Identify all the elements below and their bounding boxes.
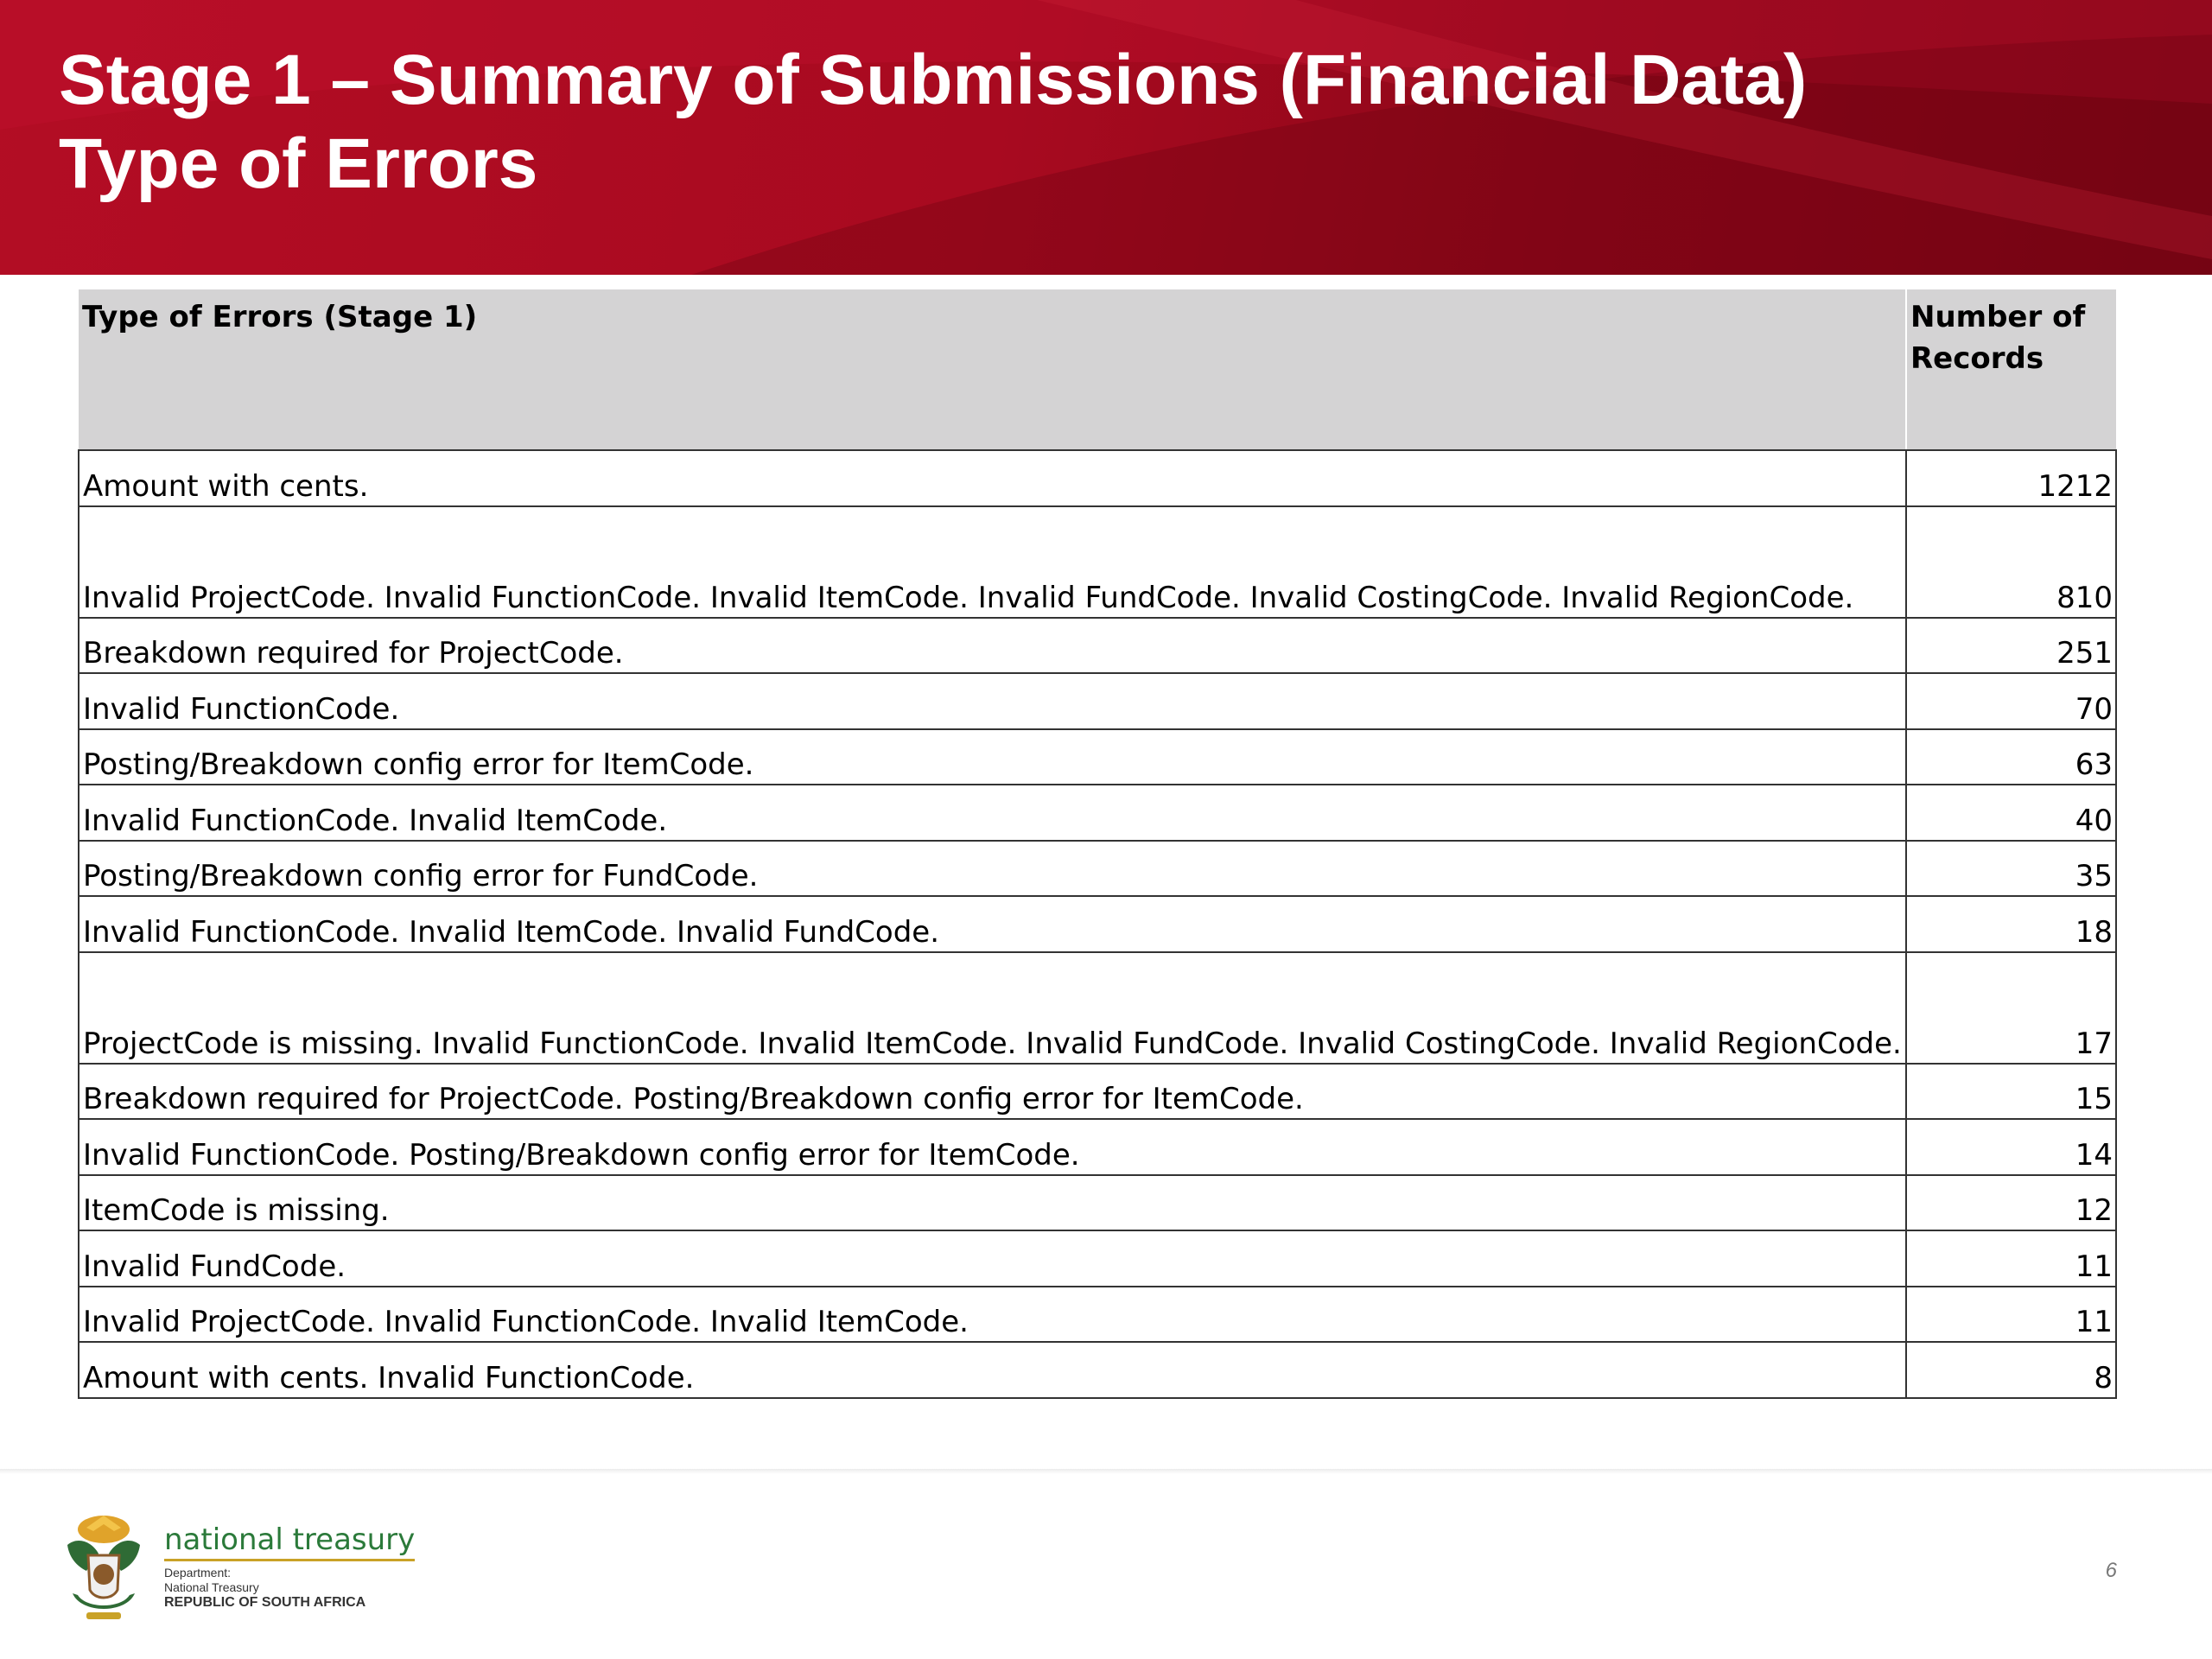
error-type-cell: Posting/Breakdown config error for ItemCode. <box>79 729 1906 785</box>
record-count-cell: 810 <box>1906 506 2116 618</box>
table-row <box>79 1175 2116 1231</box>
error-type-cell: Posting/Breakdown config error for FundCode. <box>79 841 1906 897</box>
error-type-cell: ItemCode is missing. <box>79 1175 1906 1231</box>
table-row <box>79 841 2116 897</box>
record-count-cell: 14 <box>1906 1119 2116 1175</box>
record-count-cell: 70 <box>1906 673 2116 729</box>
table-row <box>79 1342 2116 1398</box>
table-header-row <box>79 289 2116 450</box>
page-title <box>59 38 1807 206</box>
error-type-cell: Invalid FunctionCode. Posting/Breakdown config error for ItemCode. <box>79 1119 1906 1175</box>
title-banner <box>0 0 2212 275</box>
column-header-count-line-1: Number of <box>1910 300 2086 334</box>
errors-table <box>78 289 2117 1399</box>
brand-name: national treasury <box>164 1522 415 1561</box>
record-count-cell: 15 <box>1906 1064 2116 1120</box>
error-type-cell: Breakdown required for ProjectCode. <box>79 618 1906 674</box>
column-header-error-type: Type of Errors (Stage 1) <box>79 289 1906 450</box>
page-number: 6 <box>2105 1559 2117 1582</box>
error-type-cell: Invalid ProjectCode. Invalid FunctionCode. Invalid ItemCode. <box>79 1287 1906 1343</box>
record-count-cell: 35 <box>1906 841 2116 897</box>
record-count-cell: 8 <box>1906 1342 2116 1398</box>
record-count-cell: 11 <box>1906 1287 2116 1343</box>
error-type-cell: Amount with cents. <box>79 450 1906 506</box>
record-count-cell: 11 <box>1906 1230 2116 1287</box>
brand-sub-line-2: National Treasury <box>164 1580 259 1594</box>
title-line-1: Stage 1 – Summary of Submissions (Financial Data) <box>59 41 1808 119</box>
error-type-cell: Invalid FunctionCode. <box>79 673 1906 729</box>
record-count-cell: 63 <box>1906 729 2116 785</box>
table-row <box>79 1119 2116 1175</box>
error-type-cell: Amount with cents. Invalid FunctionCode. <box>79 1342 1906 1398</box>
record-count-cell: 40 <box>1906 785 2116 841</box>
record-count-cell: 18 <box>1906 896 2116 952</box>
brand-sub-line-3: REPUBLIC OF SOUTH AFRICA <box>164 1595 366 1610</box>
coat-of-arms-icon <box>60 1510 147 1624</box>
record-count-cell: 17 <box>1906 952 2116 1064</box>
table-row <box>79 618 2116 674</box>
record-count-cell: 1212 <box>1906 450 2116 506</box>
error-type-cell: Breakdown required for ProjectCode. Posting/Breakdown config error for ItemCode. <box>79 1064 1906 1120</box>
error-type-cell: Invalid FunctionCode. Invalid ItemCode. <box>79 785 1906 841</box>
table-row <box>79 785 2116 841</box>
error-type-cell: ProjectCode is missing. Invalid FunctionCode. Invalid ItemCode. Invalid FundCode. Invalid CostingCode. Invalid RegionCode. <box>79 952 1906 1064</box>
record-count-cell: 12 <box>1906 1175 2116 1231</box>
table-row <box>79 729 2116 785</box>
brand-department <box>164 1566 365 1610</box>
column-header-count-line-2: Records <box>1910 341 2044 376</box>
error-type-cell: Invalid FunctionCode. Invalid ItemCode. Invalid FundCode. <box>79 896 1906 952</box>
table-row <box>79 896 2116 952</box>
brand-sub-line-1: Department: <box>164 1566 232 1580</box>
table-row <box>79 952 2116 1064</box>
table-row <box>79 673 2116 729</box>
title-line-2: Type of Errors <box>59 124 538 203</box>
table-row <box>79 506 2116 618</box>
column-header-record-count <box>1906 289 2116 450</box>
table-row <box>79 1287 2116 1343</box>
table-row <box>79 1064 2116 1120</box>
error-type-cell: Invalid ProjectCode. Invalid FunctionCode. Invalid ItemCode. Invalid FundCode. Invalid CostingCode. Invalid RegionCode. <box>79 506 1906 618</box>
record-count-cell: 251 <box>1906 618 2116 674</box>
table-row <box>79 1230 2116 1287</box>
table-row <box>79 450 2116 506</box>
footer-divider <box>0 1469 2212 1474</box>
error-type-cell: Invalid FundCode. <box>79 1230 1906 1287</box>
